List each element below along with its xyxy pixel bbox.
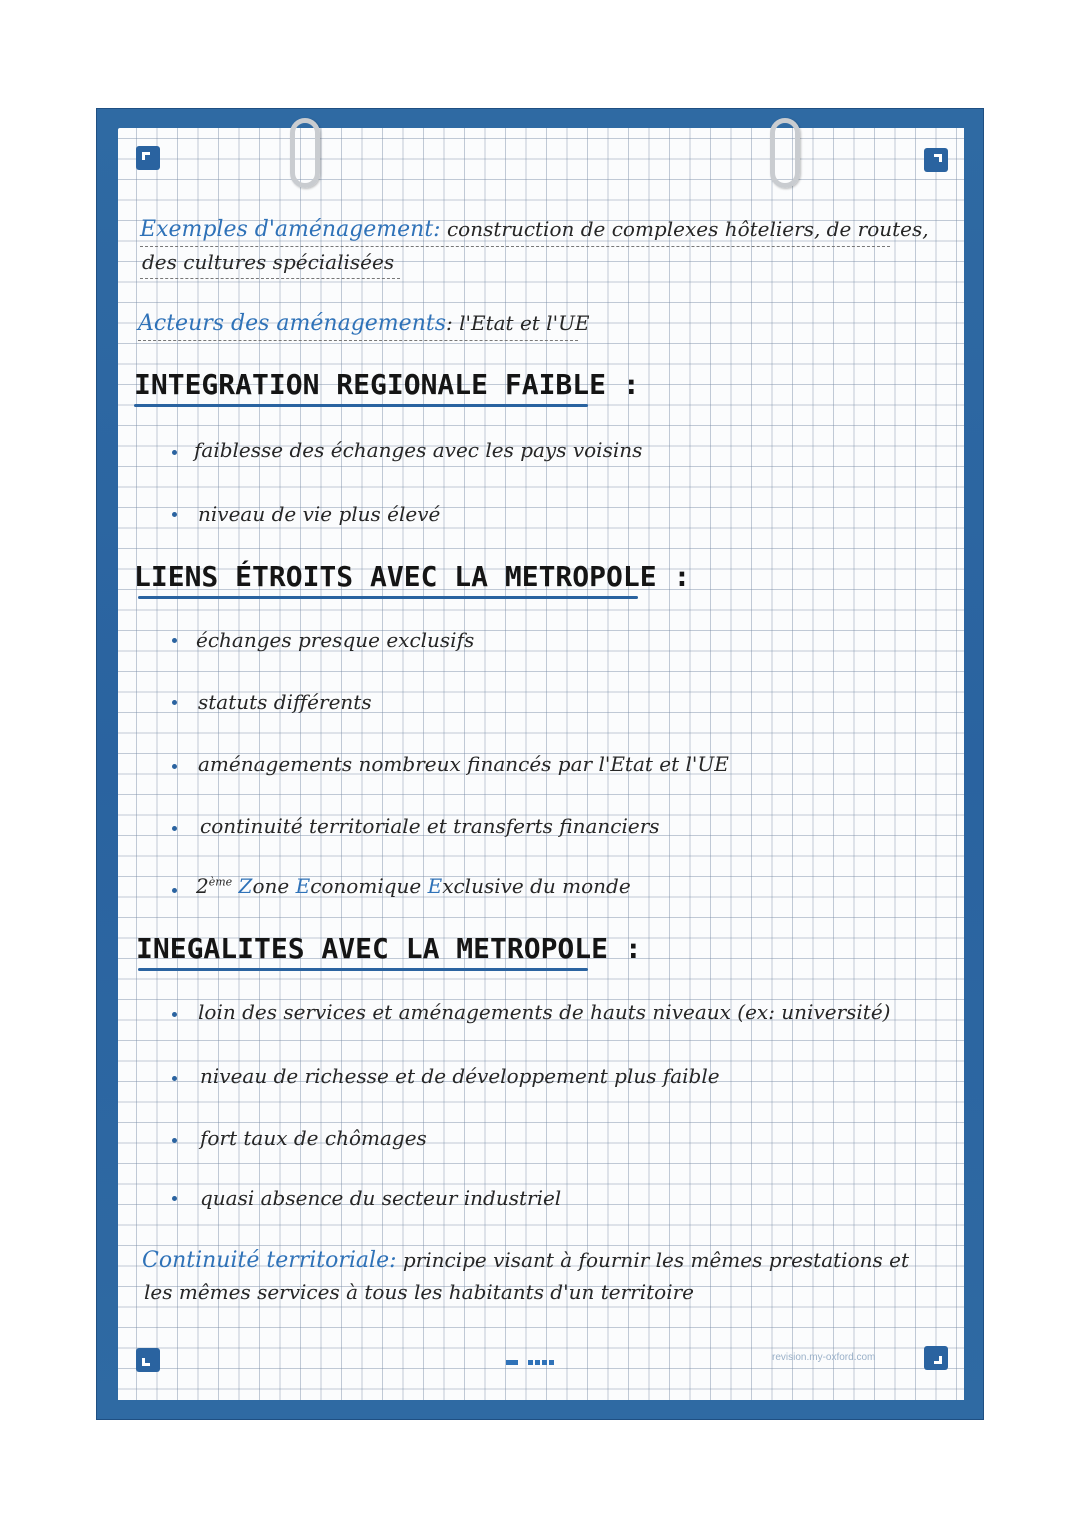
corner-mark-top-right-icon — [924, 148, 948, 172]
bullet-icon — [172, 512, 177, 517]
examples-text-2: des cultures spécialisées — [142, 250, 395, 274]
bullet-icon — [172, 1076, 177, 1081]
list-item: aménagements nombreux financés par l'Etat et l'UE — [198, 752, 729, 776]
zee-rest: du monde — [530, 874, 631, 898]
binder-ring-left — [290, 118, 320, 188]
examples-text-1: construction de complexes hôteliers, de routes, — [446, 217, 929, 241]
list-item: niveau de richesse et de développement plus faible — [200, 1064, 720, 1088]
corner-mark-bottom-left-icon — [136, 1348, 160, 1372]
binder-ring-right — [770, 118, 800, 188]
zee-z: Z — [238, 874, 253, 898]
zee-conomique: conomique — [310, 874, 422, 898]
heading-underline — [138, 968, 588, 971]
bullet-icon — [172, 1196, 177, 1201]
list-item: statuts différents — [198, 690, 372, 714]
heading-underline — [138, 596, 638, 599]
zee-e: E — [295, 874, 311, 898]
list-item-zee — [196, 874, 631, 898]
section-heading-integration: INTEGRATION REGIONALE FAIBLE : — [134, 368, 640, 401]
list-item: faiblesse des échanges avec les pays voisins — [194, 438, 643, 462]
page-dots-icon — [506, 1354, 556, 1368]
bullet-icon — [172, 700, 177, 705]
definition-text-2: les mêmes services à tous les habitants d'un territoire — [144, 1280, 694, 1304]
zee-rank: 2 — [196, 874, 209, 898]
definition-line-1 — [142, 1248, 909, 1273]
list-item: continuité territoriale et transferts financiers — [200, 814, 660, 838]
zee-one: one — [252, 874, 290, 898]
section-heading-inegalites: INEGALITES AVEC LA METROPOLE : — [136, 932, 642, 965]
examples-underline-1 — [140, 246, 890, 247]
actors-line — [138, 311, 590, 336]
list-item: loin des services et aménagements de hauts niveaux (ex: université) — [198, 1000, 891, 1024]
footer-url: revision.my-oxford.com — [772, 1352, 876, 1363]
zee-e2: E — [427, 874, 443, 898]
corner-mark-top-left-icon — [136, 146, 160, 170]
list-item: fort taux de chômages — [200, 1126, 427, 1150]
zee-xclusive: xclusive — [442, 874, 524, 898]
bullet-icon — [172, 1012, 177, 1017]
actors-underline — [138, 340, 578, 341]
list-item: quasi absence du secteur industriel — [200, 1186, 562, 1210]
bullet-icon — [172, 888, 177, 893]
section-heading-liens: LIENS ÉTROITS AVEC LA METROPOLE : — [134, 560, 691, 593]
actors-label: Acteurs des aménagements — [138, 311, 446, 336]
examples-line-1 — [140, 217, 929, 242]
corner-mark-bottom-right-icon — [924, 1346, 948, 1370]
heading-underline — [134, 404, 588, 407]
definition-label: Continuité territoriale: — [142, 1248, 397, 1273]
actors-text: : l'Etat et l'UE — [446, 311, 590, 335]
bullet-icon — [172, 826, 177, 831]
examples-label: Exemples d'aménagement: — [140, 217, 441, 242]
list-item: échanges presque exclusifs — [196, 628, 475, 652]
bullet-icon — [172, 450, 177, 455]
bullet-icon — [172, 638, 177, 643]
definition-text-1: principe visant à fournir les mêmes prestations et — [402, 1248, 909, 1272]
list-item: niveau de vie plus élevé — [198, 502, 441, 526]
bullet-icon — [172, 764, 177, 769]
examples-underline-2 — [140, 278, 400, 279]
bullet-icon — [172, 1138, 177, 1143]
zee-rank-sup: ème — [208, 875, 233, 889]
